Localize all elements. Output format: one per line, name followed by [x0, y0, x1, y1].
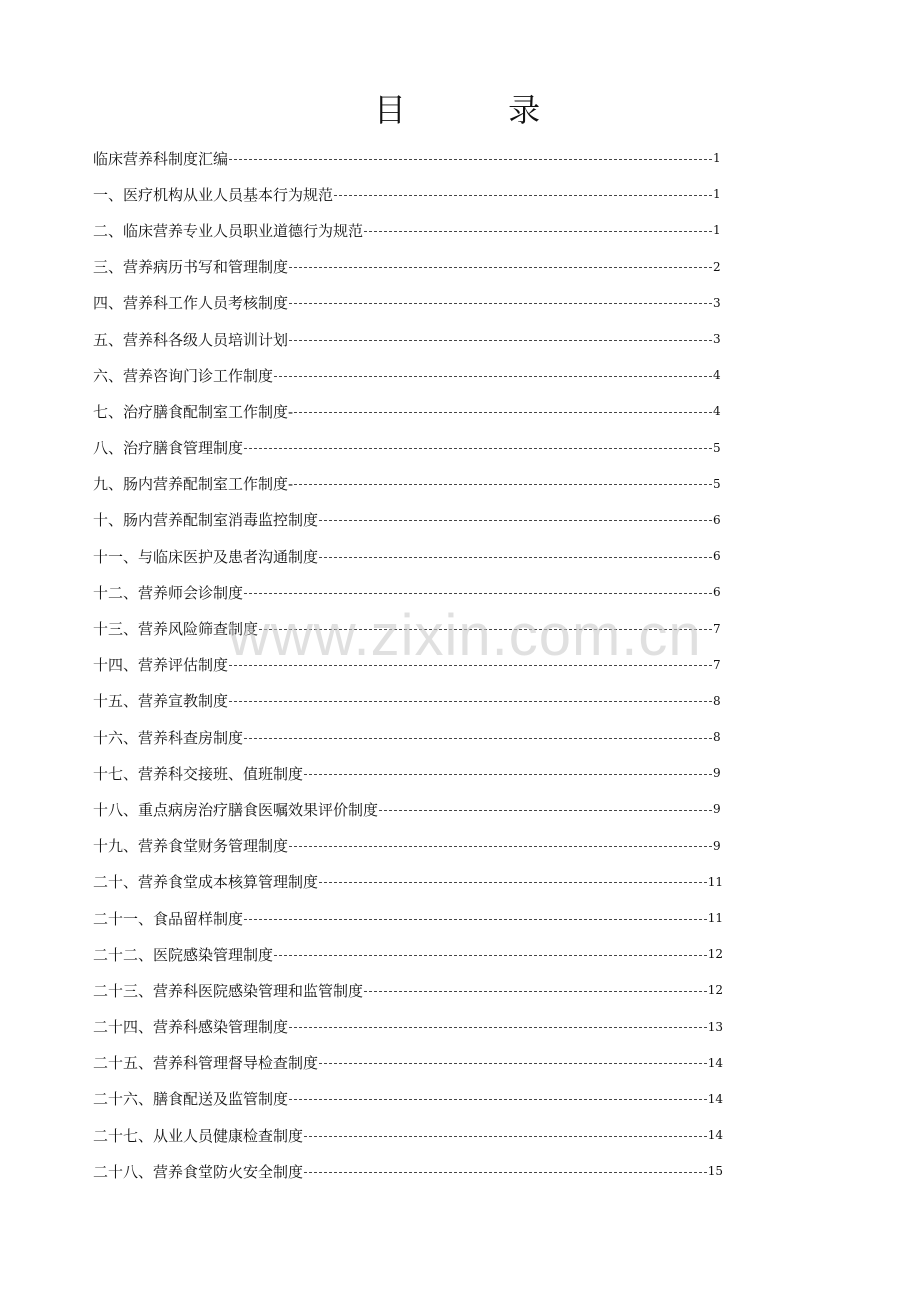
toc-entry[interactable] [93, 176, 723, 212]
toc-entry-label: 二十八、营养食堂防火安全制度 [93, 1162, 304, 1181]
toc-entry-label: 六、营养咨询门诊工作制度 [93, 366, 274, 385]
toc-page-number: 8 [713, 693, 721, 708]
toc-entry[interactable] [93, 393, 723, 429]
toc-page-number: 6 [713, 585, 721, 600]
toc-entry-label: 五、营养科各级人员培训计划 [93, 330, 289, 349]
toc-page-number: 1 [713, 151, 721, 166]
toc-entry-label: 二、临床营养专业人员职业道德行为规范 [93, 221, 364, 240]
toc-page-number: 11 [707, 911, 723, 926]
toc-entry-label: 十、肠内营养配制室消毒监控制度 [93, 511, 319, 530]
watermark: www.zixin.com.cn [228, 603, 702, 668]
toc-dot-leader [364, 231, 712, 232]
toc-dot-leader [379, 810, 712, 811]
toc-dot-leader [294, 484, 712, 485]
toc-dot-leader [289, 846, 712, 847]
toc-entry-label: 十六、营养科查房制度 [93, 728, 244, 747]
toc-entry-label: 三、营养病历书写和管理制度 [93, 258, 289, 277]
toc-entry-label: 九、肠内营养配制室工作制度- [93, 475, 294, 494]
toc-entry[interactable] [93, 683, 723, 719]
toc-entry[interactable] [93, 502, 723, 538]
toc-page-number: 4 [713, 404, 721, 419]
toc-dot-leader [334, 195, 712, 196]
toc-entry[interactable] [93, 1117, 723, 1153]
toc-dot-leader [319, 520, 712, 521]
toc-page-number: 8 [713, 730, 721, 745]
toc-entry-label: 二十三、营养科医院感染管理和监管制度 [93, 981, 364, 1000]
toc-dot-leader [319, 882, 707, 883]
toc-entry-label: 十四、营养评估制度 [93, 656, 229, 675]
toc-entry[interactable] [93, 466, 723, 502]
toc-page-number: 4 [713, 368, 721, 383]
toc-page-number: 7 [713, 621, 721, 636]
toc-dot-leader [289, 303, 712, 304]
toc-entry[interactable] [93, 791, 723, 827]
toc-list [93, 140, 723, 1189]
toc-entry[interactable] [93, 140, 723, 176]
toc-page-number: 9 [713, 766, 721, 781]
toc-page-number: 2 [713, 259, 721, 274]
toc-page-number: 15 [707, 1164, 723, 1179]
toc-page-number: 3 [713, 332, 721, 347]
toc-dot-leader [229, 701, 712, 702]
toc-dot-leader [289, 1099, 707, 1100]
toc-entry-label: 十五、营养宣教制度 [93, 692, 229, 711]
toc-dot-leader [274, 955, 707, 956]
toc-entry[interactable] [93, 538, 723, 574]
toc-page-number: 6 [713, 512, 721, 527]
toc-page-number: 3 [713, 295, 721, 310]
toc-page-number: 5 [713, 440, 721, 455]
toc-dot-leader [229, 665, 712, 666]
toc-dot-leader [304, 1136, 707, 1137]
toc-dot-leader [319, 557, 712, 558]
toc-title: 目 录 [373, 91, 587, 129]
toc-entry-label: 十二、营养师会诊制度 [93, 583, 244, 602]
toc-dot-leader [294, 412, 712, 413]
toc-entry-label: 十七、营养科交接班、值班制度 [93, 764, 304, 783]
toc-entry-label: 二十七、从业人员健康检查制度 [93, 1126, 304, 1145]
toc-page-number: 1 [713, 187, 721, 202]
toc-entry-label: 二十一、食品留样制度 [93, 909, 244, 928]
toc-entry[interactable] [93, 321, 723, 357]
toc-dot-leader [289, 1027, 707, 1028]
toc-dot-leader [259, 629, 712, 630]
toc-entry-label: 一、医疗机构从业人员基本行为规范 [93, 185, 334, 204]
toc-entry[interactable] [93, 828, 723, 864]
toc-page-number: 11 [707, 874, 723, 889]
toc-page-number: 14 [707, 1055, 723, 1070]
toc-entry[interactable] [93, 430, 723, 466]
toc-dot-leader [244, 448, 712, 449]
toc-entry[interactable] [93, 936, 723, 972]
toc-entry[interactable] [93, 900, 723, 936]
toc-dot-leader [274, 376, 712, 377]
toc-entry-label: 十一、与临床医护及患者沟通制度 [93, 547, 319, 566]
toc-page-number: 14 [707, 1091, 723, 1106]
toc-entry-label: 十三、营养风险筛查制度 [93, 620, 259, 639]
toc-page-number: 9 [713, 802, 721, 817]
toc-entry-label: 二十、营养食堂成本核算管理制度 [93, 873, 319, 892]
toc-entry[interactable] [93, 864, 723, 900]
toc-entry-label: 二十四、营养科感染管理制度 [93, 1018, 289, 1037]
toc-entry[interactable] [93, 1009, 723, 1045]
toc-entry-label: 八、治疗膳食管理制度 [93, 439, 244, 458]
toc-entry-label: 二十五、营养科管理督导检查制度 [93, 1054, 319, 1073]
toc-entry[interactable] [93, 357, 723, 393]
toc-page-number: 1 [713, 223, 721, 238]
toc-entry[interactable] [93, 972, 723, 1008]
toc-entry[interactable] [93, 647, 723, 683]
toc-entry[interactable] [93, 574, 723, 610]
toc-page-number: 12 [707, 983, 723, 998]
toc-dot-leader [364, 991, 707, 992]
toc-entry-label: 十九、营养食堂财务管理制度 [93, 837, 289, 856]
toc-entry[interactable] [93, 755, 723, 791]
toc-entry-label: 二十六、膳食配送及监管制度 [93, 1090, 289, 1109]
toc-dot-leader [244, 593, 712, 594]
toc-dot-leader [289, 267, 712, 268]
toc-entry-label: 四、营养科工作人员考核制度 [93, 294, 289, 313]
toc-page-number: 12 [707, 947, 723, 962]
toc-entry-label: 七、治疗膳食配制室工作制度- [93, 402, 294, 421]
toc-dot-leader [304, 774, 712, 775]
toc-dot-leader [244, 919, 707, 920]
toc-entry-label: 二十二、医院感染管理制度 [93, 945, 274, 964]
toc-entry-label: 临床营养科制度汇编 [93, 149, 229, 168]
toc-dot-leader [304, 1172, 707, 1173]
toc-entry[interactable] [93, 1153, 723, 1189]
toc-dot-leader [289, 340, 712, 341]
toc-page-number: 13 [707, 1019, 723, 1034]
toc-page-number: 5 [713, 476, 721, 491]
toc-entry[interactable] [93, 610, 723, 646]
toc-entry[interactable] [93, 1045, 723, 1081]
toc-page-number: 9 [713, 838, 721, 853]
toc-page-number: 14 [707, 1128, 723, 1143]
toc-entry-label: 十八、重点病房治疗膳食医嘱效果评价制度 [93, 800, 379, 819]
toc-page-number: 7 [713, 657, 721, 672]
toc-entry[interactable] [93, 212, 723, 248]
toc-entry[interactable] [93, 719, 723, 755]
toc-entry[interactable] [93, 1081, 723, 1117]
toc-page-number: 6 [713, 549, 721, 564]
toc-dot-leader [319, 1063, 707, 1064]
toc-entry[interactable] [93, 285, 723, 321]
toc-entry[interactable] [93, 249, 723, 285]
toc-dot-leader [229, 159, 712, 160]
toc-dot-leader [244, 738, 712, 739]
